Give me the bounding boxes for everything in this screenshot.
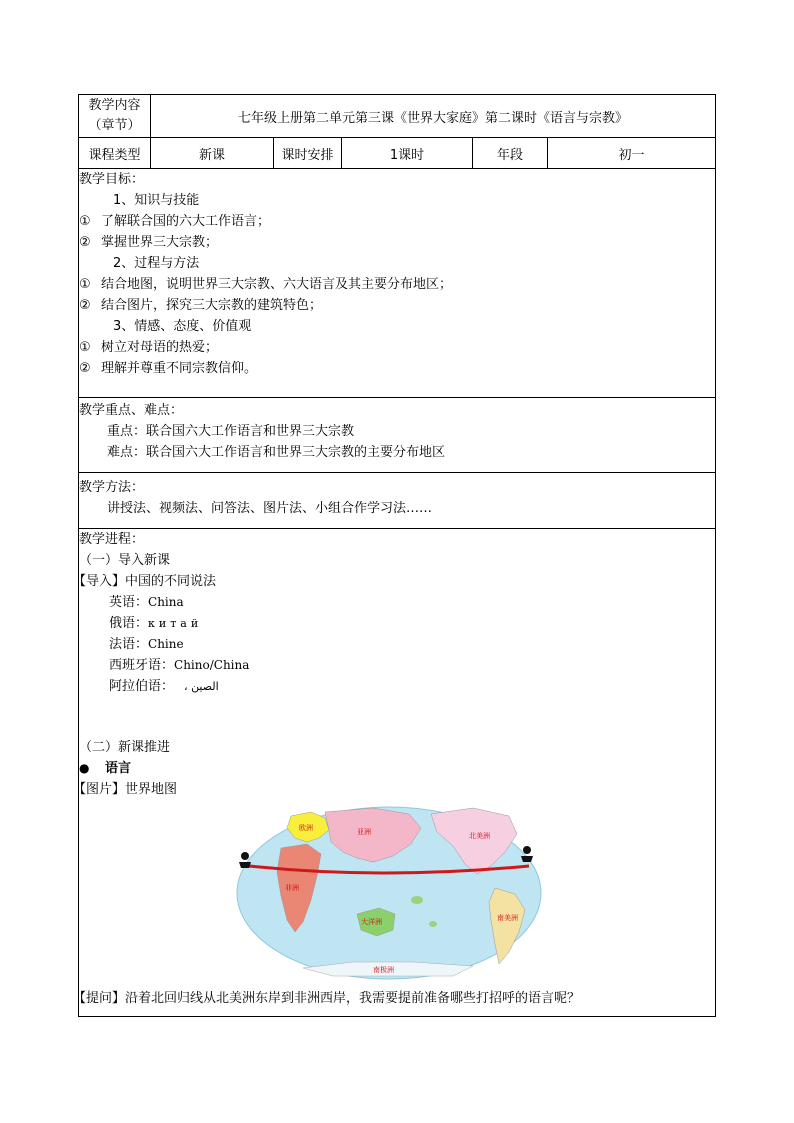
marker: ① bbox=[79, 340, 91, 355]
objectives-sec1: 1、知识与技能 bbox=[113, 193, 200, 208]
content-label-line2: （章节） bbox=[88, 118, 141, 133]
marker: ② bbox=[79, 298, 91, 313]
key-point: 重点：联合国六大工作语言和世界三大宗教 bbox=[107, 424, 355, 439]
marker: ② bbox=[79, 235, 91, 250]
map-label-europe: 欧洲 bbox=[299, 824, 313, 832]
objective-item: 了解联合国的六大工作语言； bbox=[101, 214, 271, 229]
question-tag: 【提问】 bbox=[73, 991, 126, 1006]
intro-tag: 【导入】 bbox=[73, 574, 126, 589]
type-label: 课程类型 bbox=[79, 138, 151, 169]
key-points-section bbox=[79, 398, 716, 473]
lang-value: Chino/China bbox=[174, 658, 250, 672]
content-label-line1: 教学内容 bbox=[88, 98, 141, 113]
objectives-section bbox=[79, 169, 716, 398]
objective-item: 掌握世界三大宗教； bbox=[101, 235, 219, 250]
world-map bbox=[233, 804, 545, 982]
lang-label: 西班牙语： bbox=[109, 658, 175, 673]
marker: ① bbox=[79, 214, 91, 229]
type-value: 新课 bbox=[151, 138, 274, 169]
objective-item: 树立对母语的热爱； bbox=[101, 340, 219, 355]
grade-label: 年段 bbox=[473, 138, 548, 169]
process-part2: （二）新课推进 bbox=[79, 740, 171, 755]
pic-text: 世界地图 bbox=[125, 782, 178, 797]
pic-tag: 【图片】 bbox=[73, 782, 126, 797]
lang-label: 阿拉伯语： bbox=[109, 679, 175, 694]
islands-shape bbox=[411, 896, 423, 904]
lesson-title: 七年级上册第二单元第三课《世界大家庭》第二课时《语言与宗教》 bbox=[151, 95, 716, 138]
lang-label: 英语： bbox=[109, 595, 149, 610]
objective-item: 结合地图，说明世界三大宗教、六大语言及其主要分布地区； bbox=[101, 277, 453, 292]
objective-item: 理解并尊重不同宗教信仰。 bbox=[101, 361, 258, 376]
marker: ① bbox=[79, 277, 91, 292]
schedule-value: 1课时 bbox=[342, 138, 473, 169]
objectives-heading: 教学目标： bbox=[79, 172, 145, 187]
grade-value: 初一 bbox=[548, 138, 716, 169]
lesson-table bbox=[73, 94, 716, 1017]
map-label-south-america: 南美洲 bbox=[497, 914, 518, 922]
lang-value: китай bbox=[148, 617, 203, 630]
intro-text: 中国的不同说法 bbox=[125, 574, 217, 589]
lang-value: ، الصين bbox=[184, 680, 219, 693]
map-label-oceania: 大洋洲 bbox=[361, 918, 382, 926]
map-label-north-america: 北美洲 bbox=[469, 832, 490, 840]
lesson-plan bbox=[73, 94, 715, 1017]
lang-value: China bbox=[148, 595, 184, 609]
methods-text: 讲授法、视频法、问答法、图片法、小组合作学习法…… bbox=[107, 501, 433, 516]
marker: ② bbox=[79, 361, 91, 376]
key-points-heading: 教学重点、难点： bbox=[79, 403, 184, 418]
islands-shape bbox=[429, 921, 437, 927]
methods-section bbox=[79, 473, 716, 529]
lang-value: Chine bbox=[148, 637, 184, 651]
methods-heading: 教学方法： bbox=[79, 480, 145, 495]
objectives-sec3: 3、情感、态度、价值观 bbox=[113, 319, 252, 334]
lang-label: 俄语： bbox=[109, 616, 149, 631]
world-map-svg bbox=[233, 804, 545, 982]
difficult-point: 难点：联合国六大工作语言和世界三大宗教的主要分布地区 bbox=[107, 445, 446, 460]
question-text: 沿着北回归线从北美洲东岸到非洲西岸，我需要提前准备哪些打招呼的语言呢？ bbox=[125, 991, 581, 1006]
objectives-sec2: 2、过程与方法 bbox=[113, 256, 200, 271]
process-heading: 教学进程： bbox=[79, 532, 145, 547]
objective-item: 结合图片，探究三大宗教的建筑特色； bbox=[101, 298, 323, 313]
schedule-label: 课时安排 bbox=[274, 138, 342, 169]
process-part1: （一）导入新课 bbox=[79, 553, 171, 568]
bullet: ● bbox=[79, 761, 90, 775]
lang-label: 法语： bbox=[109, 637, 149, 652]
map-label-asia: 亚洲 bbox=[357, 828, 371, 836]
map-label-antarctica: 南极洲 bbox=[373, 966, 394, 974]
map-label-africa: 非洲 bbox=[285, 884, 299, 892]
process-section bbox=[73, 529, 716, 1017]
topic-language: 语言 bbox=[105, 761, 132, 776]
content-label-cell bbox=[79, 95, 151, 138]
